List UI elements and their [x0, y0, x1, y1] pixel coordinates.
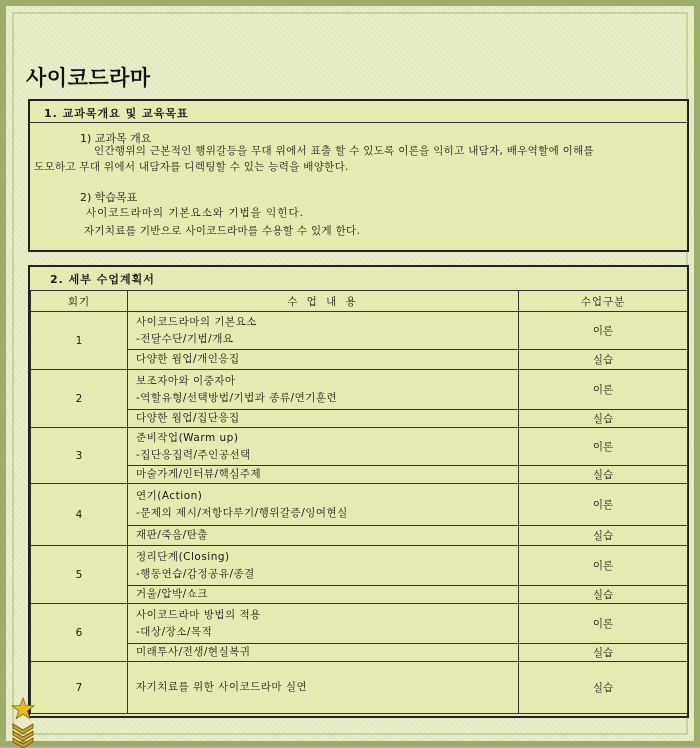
table-body: [31, 312, 688, 714]
page-title: 사이코드라마: [26, 66, 151, 90]
lesson-topic: 연기(Action): [136, 489, 203, 502]
lesson-content: [128, 662, 519, 714]
course-overview-line2: 도모하고 무대 위에서 내담자를 디렉팅할 수 있는 능력을 배양한다.: [34, 161, 349, 173]
table-row: [31, 662, 688, 714]
table-row: [31, 644, 688, 662]
lesson-topic: 다양한 웜업/집단응집: [136, 412, 240, 424]
table-header-row: [31, 291, 688, 312]
table-row: [31, 350, 688, 370]
session-number: 1: [31, 312, 128, 370]
lesson-topic: 사이코드라마의 기본요소: [136, 315, 257, 328]
lesson-type: 실습: [519, 350, 688, 370]
lesson-content: [128, 350, 519, 370]
session-number: 3: [31, 428, 128, 484]
lesson-type: 이론: [519, 546, 688, 586]
table-row: [31, 526, 688, 546]
lesson-subtopics: -전달수단/기법/개요: [136, 332, 234, 345]
table-row: [31, 586, 688, 604]
learning-goal-line2: 자기치료를 기반으로 사이코드라마를 수용할 수 있게 한다.: [84, 225, 361, 237]
lesson-plan-table: [30, 290, 688, 714]
lesson-topic: 다양한 웜업/개인응집: [136, 353, 240, 365]
lesson-type: 실습: [519, 644, 688, 662]
lesson-topic: 정리단계(Closing): [136, 550, 230, 563]
lesson-type: 이론: [519, 370, 688, 410]
course-overview-label: 1) 교과목 개요: [80, 132, 152, 145]
lesson-type: 실습: [519, 526, 688, 546]
lesson-content: [128, 586, 519, 604]
lesson-content: [128, 312, 519, 350]
lesson-content: [128, 428, 519, 466]
header-content: 수 업 내 용: [128, 291, 519, 312]
lesson-subtopics: -집단응집력/주인공선택: [136, 448, 251, 461]
rank-chevron-star-icon: [10, 696, 36, 748]
lesson-type: 실습: [519, 410, 688, 428]
header-session: 회기: [31, 291, 128, 312]
lesson-topic: 마술가게/인터뷰/핵심주제: [136, 468, 262, 480]
lesson-content: [128, 370, 519, 410]
lesson-content: [128, 484, 519, 526]
lesson-subtopics: -문제의 제시/저항다루기/행위갈증/잉여현실: [136, 506, 348, 519]
table-row: [31, 410, 688, 428]
lesson-content: [128, 526, 519, 546]
lesson-topic: 자기치료를 위한 사이코드라마 실연: [136, 681, 308, 693]
table-row: [31, 312, 688, 350]
table-row: [31, 546, 688, 586]
lesson-topic: 사이코드라마 방법의 적용: [136, 608, 261, 621]
table-row: [31, 428, 688, 466]
lesson-content: [128, 410, 519, 428]
lesson-content: [128, 644, 519, 662]
table-row: [31, 370, 688, 410]
session-number: 5: [31, 546, 128, 604]
lesson-type: 실습: [519, 586, 688, 604]
overview-section: [28, 99, 689, 252]
overview-heading: 1. 교과목개요 및 교육목표: [30, 101, 687, 123]
lesson-topic: 보조자아와 이중자아: [136, 374, 236, 387]
lesson-type: 이론: [519, 428, 688, 466]
learning-goal-label: 2) 학습목표: [80, 191, 138, 204]
lesson-topic: 준비작업(Warm up): [136, 431, 239, 444]
lesson-type: 이론: [519, 484, 688, 526]
lesson-subtopics: -역할유형/선택방법/기법과 종류/연기훈련: [136, 391, 338, 404]
lesson-subtopics: -행동연습/감정공유/종결: [136, 567, 255, 580]
table-row: [31, 466, 688, 484]
lesson-topic: 미래투사/전생/현실복귀: [136, 646, 251, 658]
lesson-type: 실습: [519, 662, 688, 714]
lesson-type: 실습: [519, 466, 688, 484]
session-number: 6: [31, 604, 128, 662]
lesson-content: [128, 466, 519, 484]
lesson-plan-section: [28, 265, 689, 718]
lesson-content: [128, 604, 519, 644]
learning-goal-line1: 사이코드라마의 기본요소와 기법을 익힌다.: [86, 207, 304, 219]
lesson-topic: 거울/압박/쇼크: [136, 588, 208, 600]
course-overview-line1: 인간행위의 근본적인 행위갈등을 무대 위에서 표출 할 수 있도록 이론을 익히고 내담자, 배우역할에 이해를: [94, 145, 594, 157]
session-number: 7: [31, 662, 128, 714]
table-row: [31, 604, 688, 644]
lesson-topic: 재판/죽음/탄출: [136, 529, 208, 541]
session-number: 4: [31, 484, 128, 546]
lesson-plan-heading: 2. 세부 수업계획서: [50, 273, 155, 286]
lesson-subtopics: -대상/장소/목적: [136, 625, 213, 638]
lesson-type: 이론: [519, 604, 688, 644]
header-type: 수업구분: [519, 291, 688, 312]
lesson-content: [128, 546, 519, 586]
session-number: 2: [31, 370, 128, 428]
lesson-type: 이론: [519, 312, 688, 350]
table-row: [31, 484, 688, 526]
